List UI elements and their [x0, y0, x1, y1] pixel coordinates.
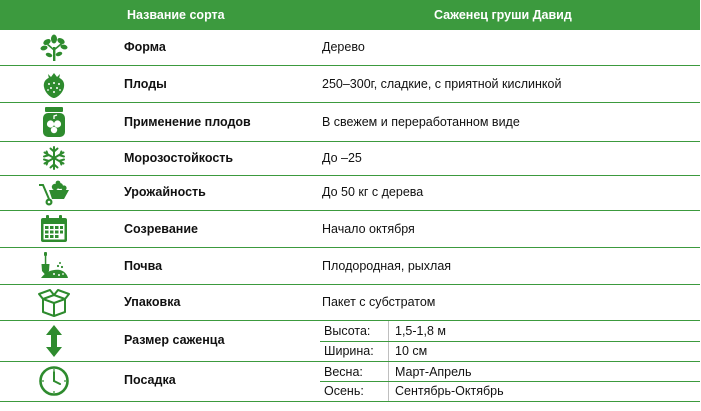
table-row-frost-resistance [0, 142, 700, 176]
header-variety-name: Название сорта [127, 8, 225, 22]
table-row-packaging [0, 285, 700, 321]
row-label: Упаковка [124, 295, 181, 309]
wheelbarrow-icon [34, 175, 74, 211]
row-label: Форма [124, 40, 166, 54]
table-row-planting [0, 362, 700, 402]
sub-row-autumn [320, 381, 700, 401]
clock-icon [34, 363, 74, 399]
sub-value: 10 см [395, 344, 428, 358]
vertical-arrows-icon [34, 323, 74, 359]
row-label: Посадка [124, 373, 176, 387]
table-row-yield [0, 176, 700, 211]
row-value: До 50 кг с дерева [322, 185, 424, 199]
table-header [0, 0, 700, 30]
row-value: 250–300г, сладкие, с приятной кислинкой [322, 77, 562, 91]
header-product-name: Саженец груши Давид [434, 8, 572, 22]
sub-row-width [320, 341, 700, 361]
row-value: Начало октября [322, 222, 415, 236]
table-row-fruits [0, 66, 700, 103]
row-value: До –25 [322, 151, 362, 165]
row-label: Применение плодов [124, 115, 251, 129]
table-row-seedling-size [0, 321, 700, 362]
row-label: Созревание [124, 222, 198, 236]
sub-row-height [320, 321, 700, 341]
box-icon [34, 285, 74, 321]
row-label: Морозостойкость [124, 151, 234, 165]
table-row-usage [0, 103, 700, 142]
row-value: Пакет с субстратом [322, 295, 436, 309]
sub-key: Высота: [324, 324, 371, 338]
table-row-ripening [0, 211, 700, 248]
sub-row-spring [320, 362, 700, 382]
jam-jar-icon [34, 104, 74, 140]
strawberry-icon [34, 66, 74, 102]
table-row-form [0, 30, 700, 66]
tree-icon [34, 30, 74, 66]
row-label: Плоды [124, 77, 167, 91]
row-value: В свежем и переработанном виде [322, 115, 520, 129]
sub-key: Ширина: [324, 344, 374, 358]
sub-key: Весна: [324, 365, 363, 379]
sub-value: Март-Апрель [395, 365, 472, 379]
row-value: Плодородная, рыхлая [322, 259, 452, 273]
row-label: Урожайность [124, 185, 206, 199]
row-label: Почва [124, 259, 163, 273]
sub-value: 1,5-1,8 м [395, 324, 446, 338]
row-label: Размер саженца [124, 333, 225, 347]
sub-value: Сентябрь-Октябрь [395, 384, 504, 398]
row-value: Дерево [322, 40, 365, 54]
snowflake-icon [34, 140, 74, 176]
table-row-soil [0, 248, 700, 285]
sub-key: Осень: [324, 384, 364, 398]
shovel-soil-icon [34, 248, 74, 284]
calendar-icon [34, 211, 74, 247]
